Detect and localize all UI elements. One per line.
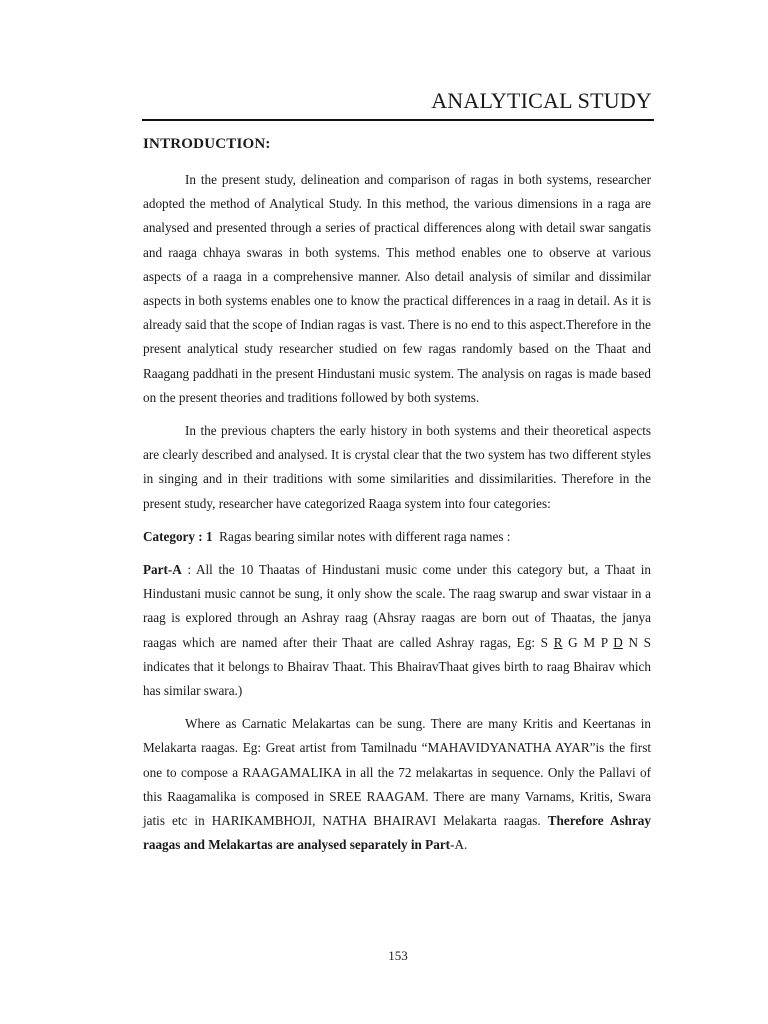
melakarta-end: -A. <box>450 837 468 853</box>
swara-notes-ns: N S <box>628 634 651 650</box>
melakarta-text: Where as Carnatic Melakartas can be sung. There are many Kritis and Keertanas in Melakarta raagas. Eg: Great artist from Tamilnadu “MAHAVIDYANATHA AYAR”is the first one to compose a RAAGAMALIKA in all the 72 melakartas in sequence. Only the Pallavi of this Raagamalika is composed in SREE RAAGAM. There are many Varnams, Kritis, Swara jatis etc in HARIKAMBHOJI, NATHA BHAIRAVI Melakarta raagas. <box>143 716 651 829</box>
category-label: Category : 1 <box>143 528 213 544</box>
swara-note-komal-r: R <box>553 634 563 650</box>
swara-note-komal-d: D <box>613 634 623 650</box>
intro-paragraph-1: In the present study, delineation and comparison of ragas in both systems, researcher adopted the method of Analytical Study. In this method, the various dimensions in a raga are analysed and presented through a series of practical differences along with detail swar sangatis and raaga chhaya swaras in both systems. This method enables one to observe at various aspects of a raaga in a comprehensive manner. Also detail analysis of similar and dissimilar aspects in both systems enables one to know the practical differences in a raag in detail. As it is already said that the scope of Indian ragas is vast. There is no end to this aspect.Therefore in the present analytical study researcher studied on few ragas randomly based on the Thaat and Raagang paddhati in the present Hindustani music system. The analysis on ragas is made based on the present theories and traditions followed by both systems. <box>143 172 651 405</box>
melakarta-paragraph <box>143 712 651 857</box>
chapter-title: ANALYTICAL STUDY <box>431 88 652 113</box>
melakarta-bold-text: Therefore Ashray raagas and Melakartas are analysed separately in Part <box>143 813 651 853</box>
body-text <box>143 168 651 866</box>
category-line <box>143 525 651 549</box>
part-a-text: : All the 10 Thaatas of Hindustani music come under this category but, a Thaat in Hindustani music cannot be sung, it only show the scale. The raag swarup and swar vistaar in a raag is explored through an Ashray raag (Ahsray raagas are born out of Thaatas, the janya raagas which are named after their Thaat are called Ashray ragas, Eg: <box>143 562 651 650</box>
part-a-tail: indicates that it belongs to Bhairav Thaat. This BhairavThaat gives birth to raag Bhairav which has similar swara.) <box>143 658 651 699</box>
part-a-label: Part-A <box>143 562 182 578</box>
category-text: Ragas bearing similar notes with different raga names : <box>219 528 511 544</box>
page-number: 153 <box>388 948 408 963</box>
swara-note-s: S <box>540 634 549 650</box>
swara-notes-gmp: G M P <box>568 634 608 650</box>
title-rule <box>142 119 654 121</box>
part-a-paragraph <box>143 558 651 703</box>
section-heading: INTRODUCTION: <box>143 136 271 152</box>
intro-paragraph-2: In the previous chapters the early history in both systems and their theoretical aspects are clearly described and analysed. It is crystal clear that the two system has two different styles in singing and in their traditions with some similarities and dissimilarities. Therefore in the present study, researcher have categorized Raaga system into four categories: <box>143 423 651 511</box>
